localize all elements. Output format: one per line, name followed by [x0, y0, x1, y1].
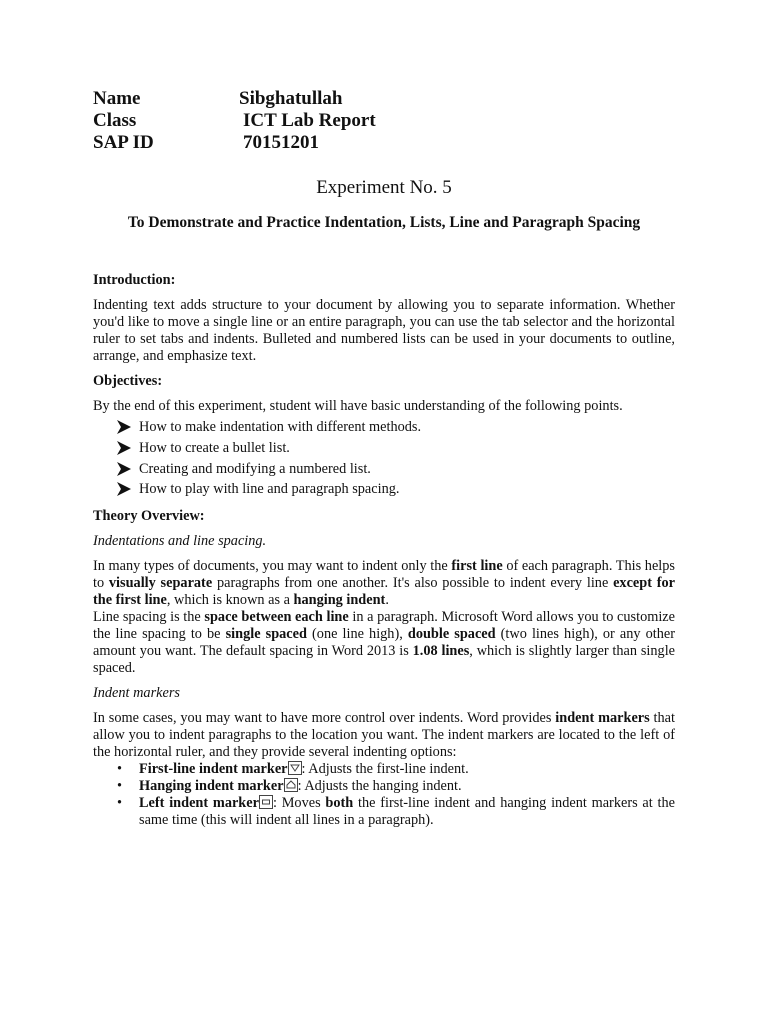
objectives-intro: By the end of this experiment, student will have basic understanding of the following points. — [93, 398, 623, 414]
bullet-icon: • — [117, 761, 123, 778]
arrow-bullet-icon — [115, 439, 133, 457]
list-item: • First-line indent marker : Adjusts the first-line indent. — [117, 761, 469, 778]
bullet-icon: • — [117, 778, 123, 795]
objectives-heading: Objectives: — [93, 373, 163, 389]
arrow-bullet-icon — [115, 418, 133, 436]
list-item: How to create a bullet list. — [93, 438, 675, 459]
sapid-value: 70151201 — [243, 132, 319, 153]
list-item: • Left indent marker : Moves both the first-line indent and hanging indent markers at the same time (this will indent all lines in a paragraph). — [117, 795, 675, 829]
experiment-subtitle: To Demonstrate and Practice Indentation, Lists, Line and Paragraph Spacing — [127, 214, 641, 231]
list-item: Creating and modifying a numbered list. — [93, 459, 675, 480]
sapid-label: SAP ID — [93, 132, 154, 153]
indent-markers-subheading: Indent markers — [93, 685, 180, 702]
name-label: Name — [93, 88, 141, 109]
document-body — [93, 272, 675, 829]
list-item: • Hanging indent marker : Adjusts the hanging indent. — [117, 778, 462, 795]
class-label: Class — [93, 110, 137, 131]
hanging-indent-marker-icon — [284, 778, 298, 792]
name-value: Sibghatullah — [239, 88, 343, 109]
list-item: How to play with line and paragraph spacing. — [93, 479, 675, 500]
indentation-paragraph: In many types of documents, you may want to indent only the first line of each paragraph. This helps to visually separate paragraphs from one another. It's also possible to indent every line except for the first line, which is known as a hanging indent. — [93, 558, 676, 609]
line-spacing-paragraph: Line spacing is the space between each line in a paragraph. Microsoft Word allows you to customize the line spacing to be single spaced (one line high), double spaced (two lines high), or any other amount you want. The default spacing in Word 2013 is 1.08 lines, which is slightly larger than single spaced. — [93, 609, 676, 677]
arrow-bullet-icon — [115, 460, 133, 478]
indent-markers-list — [93, 761, 675, 829]
experiment-title: Experiment No. 5 — [316, 177, 452, 198]
indentation-subheading: Indentations and line spacing. — [93, 533, 267, 550]
class-value: ICT Lab Report — [243, 110, 376, 131]
class-row — [93, 110, 376, 132]
bullet-icon: • — [117, 795, 123, 812]
objectives-list — [93, 417, 675, 500]
sapid-row — [93, 132, 319, 154]
name-row — [93, 88, 343, 110]
introduction-heading: Introduction: — [93, 272, 176, 288]
introduction-text: Indenting text adds structure to your document by allowing you to separate information. Whether you'd like to move a single line or an entire paragraph, you can use the tab selector and the horizontal ruler to set tabs and indents. Bulleted and numbered lists can be used in your documents to outline, arrange, and emphasize text. — [93, 297, 675, 364]
theory-heading: Theory Overview: — [93, 508, 205, 525]
list-item: How to make indentation with different methods. — [93, 417, 675, 438]
arrow-bullet-icon — [115, 480, 133, 498]
first-line-indent-marker-icon — [288, 761, 302, 775]
left-indent-marker-icon — [259, 795, 273, 809]
indent-markers-paragraph: In some cases, you may want to have more control over indents. Word provides indent markers that allow you to indent paragraphs to the location you want. The indent markers are located to the left of the horizontal ruler, and they provide several indenting options: — [93, 710, 675, 761]
